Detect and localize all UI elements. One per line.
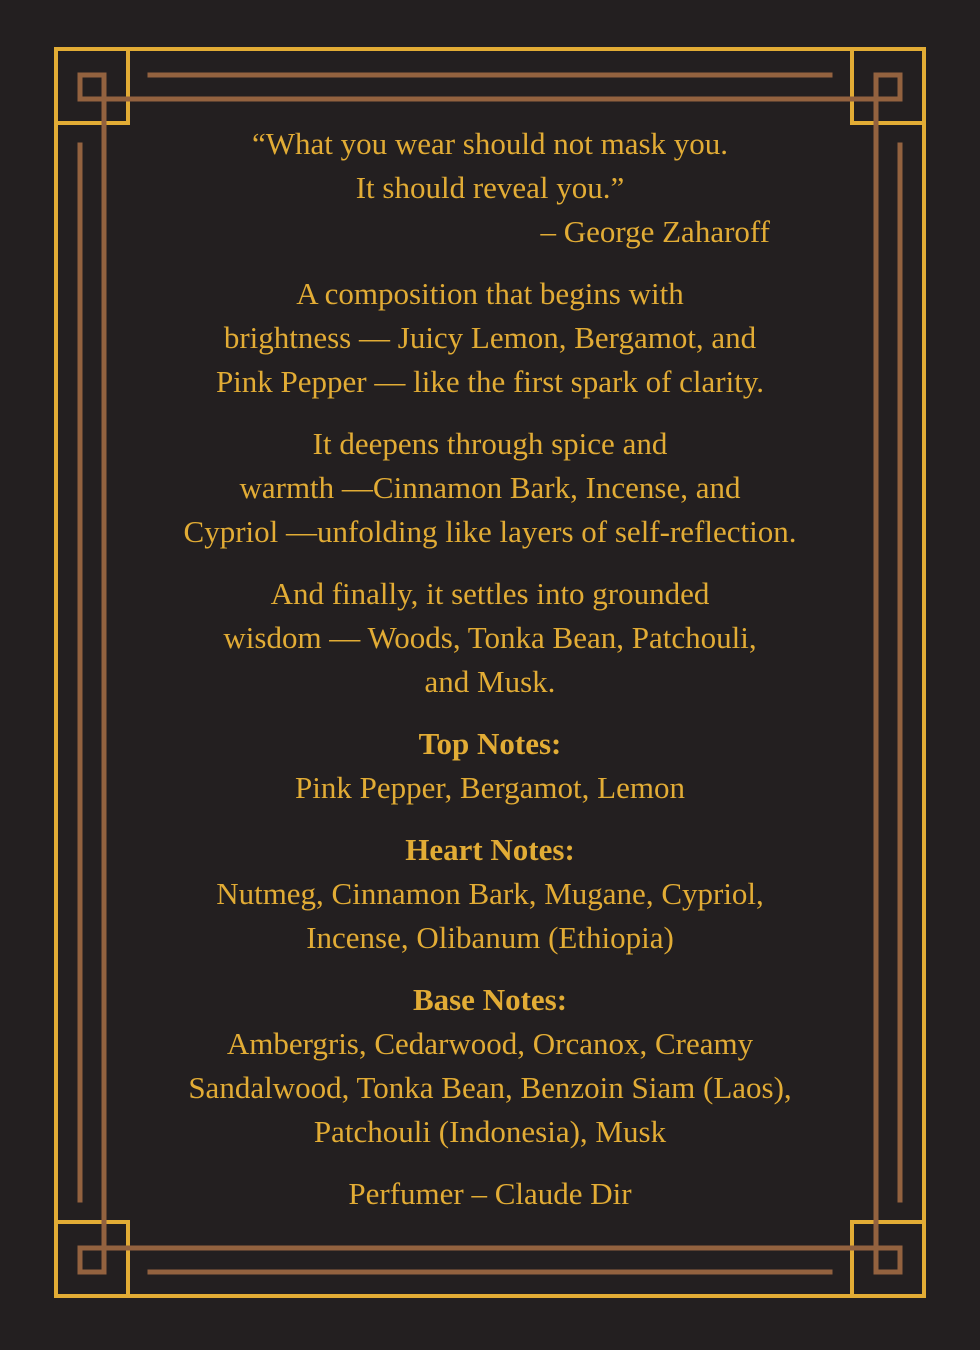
paragraph-line: wisdom — Woods, Tonka Bean, Patchouli, xyxy=(223,620,757,655)
description-paragraph-2 xyxy=(140,422,840,554)
quote-block xyxy=(140,122,840,254)
paragraph-line: warmth —Cinnamon Bark, Incense, and xyxy=(239,470,741,505)
corner-square-bottom-left xyxy=(56,1222,128,1296)
inner-corner-bottom-right xyxy=(876,1248,900,1272)
perfumer-name: Perfumer – Claude Dir xyxy=(348,1176,632,1211)
quote-line: It should reveal you.” xyxy=(355,170,625,205)
base-notes-section xyxy=(140,978,840,1154)
base-notes-heading: Base Notes: xyxy=(412,982,568,1017)
paragraph-line: A composition that begins with xyxy=(296,276,684,311)
quote-line: “What you wear should not mask you. xyxy=(251,126,729,161)
paragraph-line: It deepens through spice and xyxy=(312,426,668,461)
corner-square-top-left xyxy=(56,49,128,123)
paragraph-line: And finally, it settles into grounded xyxy=(270,576,710,611)
paragraph-line: brightness — Juicy Lemon, Bergamot, and xyxy=(223,320,757,355)
top-notes-heading: Top Notes: xyxy=(418,726,562,761)
heart-notes-list: Incense, Olibanum (Ethiopia) xyxy=(306,920,674,955)
inner-corner-bottom-left xyxy=(80,1248,104,1272)
inner-corner-top-left xyxy=(80,75,104,99)
description-paragraph-3 xyxy=(140,572,840,704)
corner-square-top-right xyxy=(852,49,924,123)
paragraph-line: Pink Pepper — like the first spark of clarity. xyxy=(215,364,765,399)
perfumer-credit xyxy=(140,1172,840,1216)
top-notes-section xyxy=(140,722,840,810)
corner-square-bottom-right xyxy=(852,1222,924,1296)
paragraph-line: and Musk. xyxy=(424,664,556,699)
heart-notes-section xyxy=(140,828,840,960)
inner-corner-top-right xyxy=(876,75,900,99)
heart-notes-list: Nutmeg, Cinnamon Bark, Mugane, Cypriol, xyxy=(216,876,764,911)
base-notes-list: Patchouli (Indonesia), Musk xyxy=(313,1114,667,1149)
description-paragraph-1 xyxy=(140,272,840,404)
base-notes-list: Ambergris, Cedarwood, Orcanox, Creamy xyxy=(226,1026,754,1061)
card-content xyxy=(140,122,840,1234)
paragraph-line: Cypriol —unfolding like layers of self-reflection. xyxy=(183,514,797,549)
top-notes-list: Pink Pepper, Bergamot, Lemon xyxy=(295,770,685,805)
base-notes-list: Sandalwood, Tonka Bean, Benzoin Siam (Laos), xyxy=(188,1070,792,1105)
heart-notes-heading: Heart Notes: xyxy=(405,832,575,867)
quote-attribution: – George Zaharoff xyxy=(540,214,770,249)
